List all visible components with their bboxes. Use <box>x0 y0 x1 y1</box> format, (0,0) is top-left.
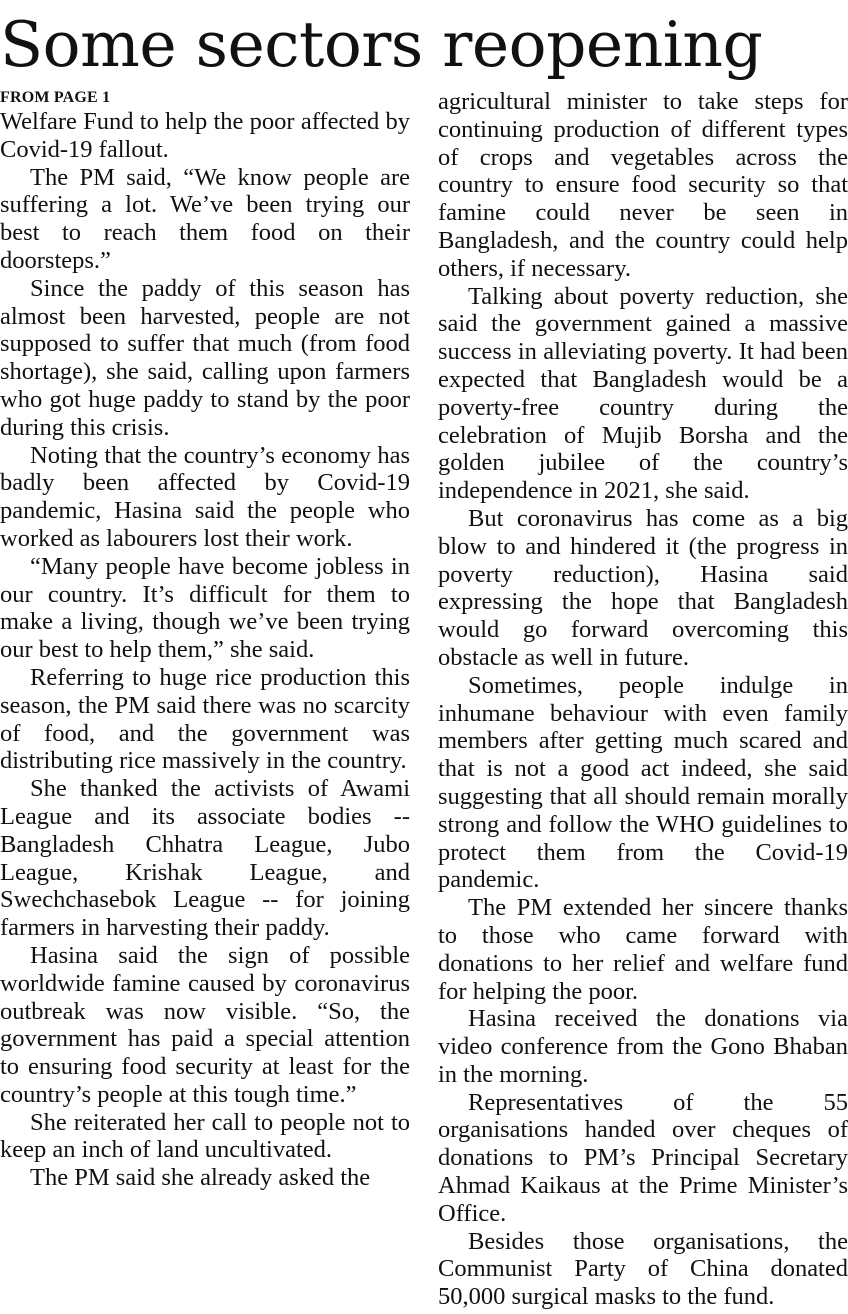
paragraph: Representatives of the 55 organisations handed over cheques of donations to PM’s Principal Secretary Ahmad Kaikaus at the Prime Minister’s Office. <box>438 1088 848 1227</box>
article-column-left <box>0 88 410 1192</box>
from-page-label: FROM PAGE 1 <box>0 89 111 106</box>
paragraph: “Many people have become jobless in our country. It’s difficult for them to make a living, though we’ve been trying our best to help them,” she said. <box>0 552 410 664</box>
article-column-right <box>438 88 848 1311</box>
paragraph: agricultural minister to take steps for continuing production of different types of crops and vegetables across the country to ensure food security so that famine could never be seen in Bangladesh, and the country could help others, if necessary. <box>438 88 848 282</box>
paragraph: Sometimes, people indulge in inhumane behaviour with even family members after getting much scared and that is not a good act indeed, she said suggesting that all should remain morally strong and follow the WHO guidelines to protect them from the Covid-19 pandemic. <box>438 671 848 894</box>
paragraph: Hasina received the donations via video conference from the Gono Bhaban in the morning. <box>438 1005 848 1088</box>
paragraph: Hasina said the sign of possible worldwide famine caused by coronavirus outbreak was now visible. “So, the government has paid a special attention to ensuring food security at least for the country’s people at this tough time.” <box>0 941 410 1108</box>
paragraph: The PM said she already asked the <box>30 1164 371 1192</box>
paragraph: Referring to huge rice production this season, the PM said there was no scarcity of food, and the government was distributing rice massively in the country. <box>0 663 410 775</box>
paragraph: Noting that the country’s economy has badly been affected by Covid-19 pandemic, Hasina said the people who worked as labourers lost their work. <box>0 441 410 552</box>
paragraph: Besides those organisations, the Communist Party of China donated 50,000 surgical masks to the fund. <box>438 1227 848 1311</box>
paragraph: She reiterated her call to people not to keep an inch of land uncultivated. <box>0 1108 410 1164</box>
paragraph: The PM said, “We know people are suffering a lot. We’ve been trying our best to reach them food on their doorsteps.” <box>0 163 410 274</box>
paragraph: Welfare Fund to help the poor affected by Covid-19 fallout. <box>0 108 410 163</box>
paragraph: She thanked the activists of Awami League and its associate bodies -- Bangladesh Chhatra League, Jubo League, Krishak League, and Swechchasebok League -- for joining farmers in harvesting their paddy. <box>0 775 410 942</box>
headline: Some sectors reopening <box>0 8 763 81</box>
paragraph: But coronavirus has come as a big blow to and hindered it (the progress in poverty reduction), Hasina said expressing the hope that Bangladesh would go forward overcoming this obstacle as well in future. <box>438 504 848 671</box>
paragraph: The PM extended her sincere thanks to those who came forward with donations to her relief and welfare fund for helping the poor. <box>438 894 848 1005</box>
paragraph: Since the paddy of this season has almost been harvested, people are not supposed to suffer that much (from food shortage), she said, calling upon farmers who got huge paddy to stand by the poor during this crisis. <box>0 274 410 441</box>
paragraph: Talking about poverty reduction, she said the government gained a massive success in alleviating poverty. It had been expected that Bangladesh would be a poverty-free country during the celebration of Mujib Borsha and the golden jubilee of the country’s independence in 2021, she said. <box>438 282 848 505</box>
